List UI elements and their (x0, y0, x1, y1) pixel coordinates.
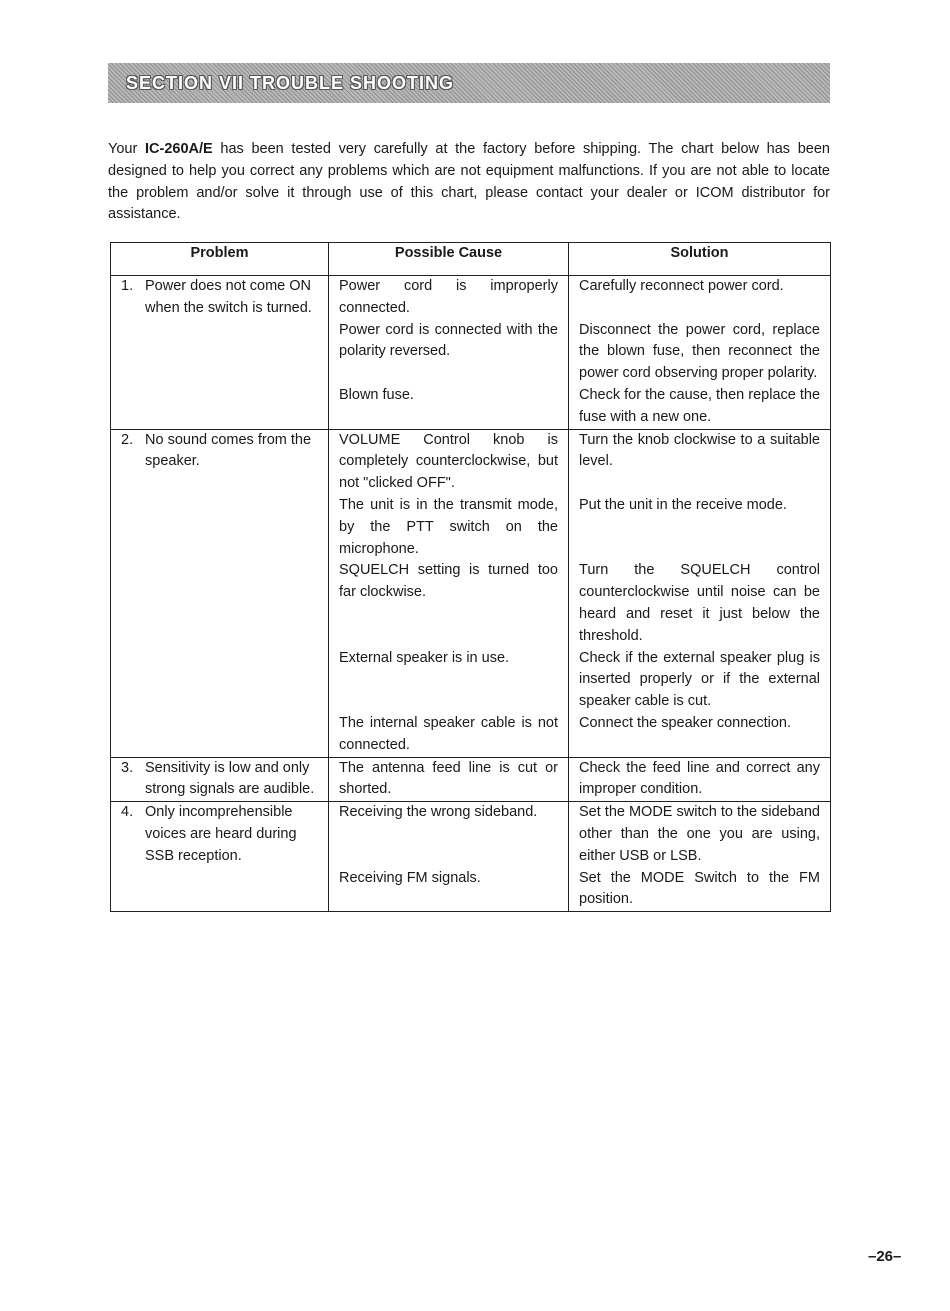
solution-cell: Connect the speaker connection. (569, 713, 831, 757)
table-row (111, 757, 831, 802)
page-number: –26– (868, 1248, 902, 1265)
problem-number: 4. (121, 804, 134, 821)
intro-model: IC-260A/E (145, 141, 213, 157)
cause-cell: VOLUME Control knob is completely counterclockwise, but not "clicked OFF". (329, 429, 569, 495)
intro-paragraph (108, 139, 830, 226)
intro-before: Your (108, 141, 145, 157)
cause-cell: Power cord is improperly connected. (329, 276, 569, 320)
problem-text: Sensitivity is low and only strong signals are audible. (145, 759, 315, 798)
problem-number: 2. (121, 431, 134, 448)
solution-cell: Check for the cause, then replace the fuse with a new one. (569, 385, 831, 429)
table-row (111, 276, 831, 320)
cause-cell: Receiving the wrong sideband. (329, 802, 569, 868)
problem-text: Power does not come ON when the switch is turned. (145, 278, 312, 316)
problem-text: Only incomprehensible voices are heard during SSB reception. (145, 804, 297, 864)
section-title: SECTION VII TROUBLE SHOOTING (126, 73, 455, 93)
cause-cell: The antenna feed line is cut or shorted. (329, 757, 569, 802)
problem-number: 1. (121, 278, 134, 294)
solution-cell: Turn the SQUELCH control counterclockwise until noise can be heard and reset it just below the threshold. (569, 560, 831, 647)
header-solution: Solution (569, 243, 831, 276)
section-banner (108, 63, 830, 103)
cause-cell: Receiving FM signals. (329, 868, 569, 912)
problem-cell (111, 429, 329, 757)
cause-cell: External speaker is in use. (329, 648, 569, 713)
troubleshooting-table (110, 242, 831, 912)
table-header-row (111, 243, 831, 276)
intro-after: has been tested very carefully at the factory before shipping. The chart below has been designed to help you correct any problems which are not equipment malfunctions. If you are not able to locate the problem and/or solve it through use of this chart, please contact your dealer or ICOM distributor for assistance. (108, 141, 830, 223)
solution-cell: Disconnect the power cord, replace the blown fuse, then reconnect the power cord observing proper polarity. (569, 320, 831, 385)
cause-cell: SQUELCH setting is turned too far clockwise. (329, 560, 569, 647)
solution-cell: Set the MODE Switch to the FM position. (569, 868, 831, 912)
cause-cell: The unit is in the transmit mode, by the PTT switch on the microphone. (329, 495, 569, 560)
table-row (111, 429, 831, 495)
cause-cell: The internal speaker cable is not connected. (329, 713, 569, 757)
table-row (111, 802, 831, 868)
cause-cell: Blown fuse. (329, 385, 569, 429)
problem-cell (111, 276, 329, 430)
problem-text: No sound comes from the speaker. (145, 431, 312, 470)
solution-cell: Turn the knob clockwise to a suitable level. (569, 429, 831, 495)
solution-cell: Check if the external speaker plug is inserted properly or if the external speaker cable is cut. (569, 648, 831, 713)
solution-cell: Carefully reconnect power cord. (569, 276, 831, 320)
problem-number: 3. (121, 759, 134, 776)
solution-cell: Set the MODE switch to the sideband other than the one you are using, either USB or LSB. (569, 802, 831, 868)
solution-cell: Check the feed line and correct any improper condition. (569, 757, 831, 802)
problem-cell (111, 757, 329, 802)
cause-cell: Power cord is connected with the polarity reversed. (329, 320, 569, 385)
problem-cell (111, 802, 329, 912)
header-possible-cause: Possible Cause (329, 243, 569, 276)
header-problem: Problem (111, 243, 329, 276)
solution-cell: Put the unit in the receive mode. (569, 495, 831, 560)
